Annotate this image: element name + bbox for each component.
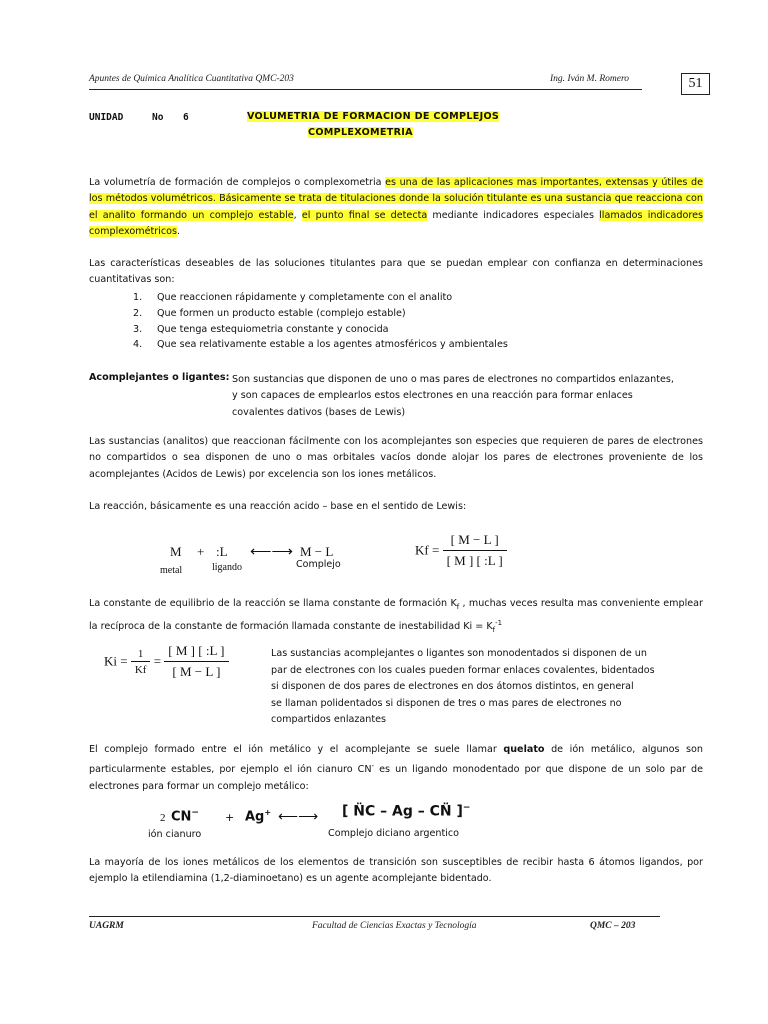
footer-rule bbox=[89, 916, 660, 917]
quelato-paragraph: El complejo formado entre el ión metálico y el acomplejante se suele llamar quelato de ión metálico, algunos son particularmente estables, por ejemplo el ión cianuro CN- es un ligando monodentado por que dispone de un solo par de electrones para formar un complejo metálico: bbox=[89, 744, 704, 792]
list-item: 4. Que sea relativamente estable a los agentes atmosféricos y ambientales bbox=[133, 339, 508, 351]
eq1-ligand-symbol: :L bbox=[216, 544, 228, 559]
equilibrium-arrow-icon: ⟵⟶ bbox=[278, 810, 319, 825]
footer-right: QMC – 203 bbox=[590, 921, 636, 931]
intro-text-2: , bbox=[293, 209, 302, 221]
header-title: Apuntes de Química Analítica Cuantitativa QMC-203 bbox=[89, 74, 294, 84]
eq1-product: M − L bbox=[300, 544, 334, 559]
intro-text-1: La volumetría de formación de complejos o complexometria bbox=[89, 177, 386, 188]
header-author: Ing. Iván M. Romero bbox=[550, 74, 630, 84]
page-number: 51 bbox=[681, 73, 710, 95]
footer-left: UAGRM bbox=[89, 921, 124, 931]
ki-expression: Ki = $\frac{1}{Kf}$ = $\frac{[ M ] [ :L ]}{[ M - L ]}$ bbox=[104, 643, 229, 680]
quelato-term: quelato bbox=[503, 744, 545, 755]
intro-highlight-1: es una de las aplicaciones mas importantes, extensas y útiles de los métodos volumétricos. Básicamente se trata de titulaciones donde la solución titulante es una sustancia que reacciona con el analito formando un complejo estable bbox=[89, 177, 703, 221]
analytes-paragraph: Las sustancias (analitos) que reaccionan fácilmente con los acomplejantes son especies que requieren de pares de electrones no compartidos o sea disponen de uno o mas orbitales vacíos donde alojar los pares de electrones proveniente de los acomplejantes (Acidos de Lewis) por excelencia son los iones metálicos. bbox=[89, 436, 703, 480]
eq2-coefficient: 2 bbox=[160, 812, 166, 824]
intro-highlight-2: el punto final se detecta bbox=[301, 209, 428, 221]
kf-expression: Kf = $\frac{[ M - L ]}{[ M ] [ :L ]}$ bbox=[415, 532, 507, 569]
unit-no: No bbox=[152, 112, 164, 123]
ligands-term: Acomplejantes o ligantes: bbox=[89, 372, 230, 383]
unit-title-line2: COMPLEXOMETRIA bbox=[308, 127, 413, 138]
unit-title-line1: VOLUMETRIA DE FORMACION DE COMPLEJOS bbox=[247, 111, 500, 122]
eq1-label-metal: metal bbox=[160, 565, 183, 576]
unit-label: UNIDAD bbox=[89, 112, 124, 123]
header-rule bbox=[89, 89, 642, 90]
list-item: 1. Que reaccionen rápidamente y completamente con el analito bbox=[133, 292, 453, 303]
footer-center: Facultad de Ciencias Exactas y Tecnología bbox=[312, 921, 477, 931]
unit-number: 6 bbox=[183, 112, 189, 123]
eq1-metal-symbol: M bbox=[170, 544, 182, 559]
eq2-label-complex: Complejo diciano argentico bbox=[328, 828, 460, 839]
characteristics-list bbox=[133, 290, 508, 353]
equilibrium-arrow-icon: ⟵⟶ bbox=[250, 544, 294, 560]
eq2-cyanide: CN− bbox=[171, 808, 199, 825]
denticity-text: Las sustancias acomplejantes o ligantes son monodentados si disponen de un par de electrones con los cuales pueden formar enlaces covalentes, bidentados si disponen de dos pares de electrones en dos átomos distintos, en general se llaman polidentados si disponen de tres o mas pares de electrones no compartidos enlazantes bbox=[271, 648, 655, 725]
eq1-label-ligand: ligando bbox=[212, 562, 242, 573]
list-item: 3. Que tenga estequiometria constante y conocida bbox=[133, 323, 389, 335]
eq1-plus: + bbox=[197, 544, 205, 559]
eq2-label-cyanide: ión cianuro bbox=[148, 829, 202, 840]
eq2-plus: + bbox=[225, 811, 235, 824]
intro-highlight-3: llamados indicadores complexométricos bbox=[89, 209, 703, 238]
characteristics-paragraph: Las características deseables de las soluciones titulantes para que se puedan emplear con confianza en determinaciones cuantitativas son: bbox=[89, 258, 703, 286]
intro-text-4: . bbox=[177, 226, 181, 238]
list-item: 2. Que formen un producto estable (complejo estable) bbox=[133, 307, 406, 319]
constant-paragraph: La constante de equilibrio de la reacción se llama constante de formación $K_f$ , muchas veces resulta mas conveniente emplear la recíproca de la constante de formación llamada constante de inestabilidad $Ki = K_f^{-1}$ bbox=[89, 598, 704, 635]
intro-text-3: mediante indicadores especiales bbox=[427, 209, 600, 221]
transition-paragraph: La mayoría de los iones metálicos de los elementos de transición son susceptibles de recibir hasta 6 átomos ligandos, por ejemplo la etilendiamina (1,2-diaminoetano) es un agente acomplejante bidentado. bbox=[89, 857, 703, 885]
ligands-definition: Son sustancias que disponen de uno o mas pares de electrones no compartidos enlazantes, y son capaces de emplearlos estos electrones en una reacción para formar enlaces covalentes dativos (bases de Lewis) bbox=[232, 374, 674, 418]
reaction-paragraph: La reacción, básicamente es una reacción acido – base en el sentido de Lewis: bbox=[89, 501, 467, 512]
intro-paragraph bbox=[89, 175, 703, 241]
eq2-silver: Ag+ bbox=[245, 808, 272, 825]
eq1-label-complex: Complejo bbox=[296, 559, 341, 570]
eq2-complex: [ N̈C – Ag – CN̈ ]− bbox=[342, 803, 471, 820]
